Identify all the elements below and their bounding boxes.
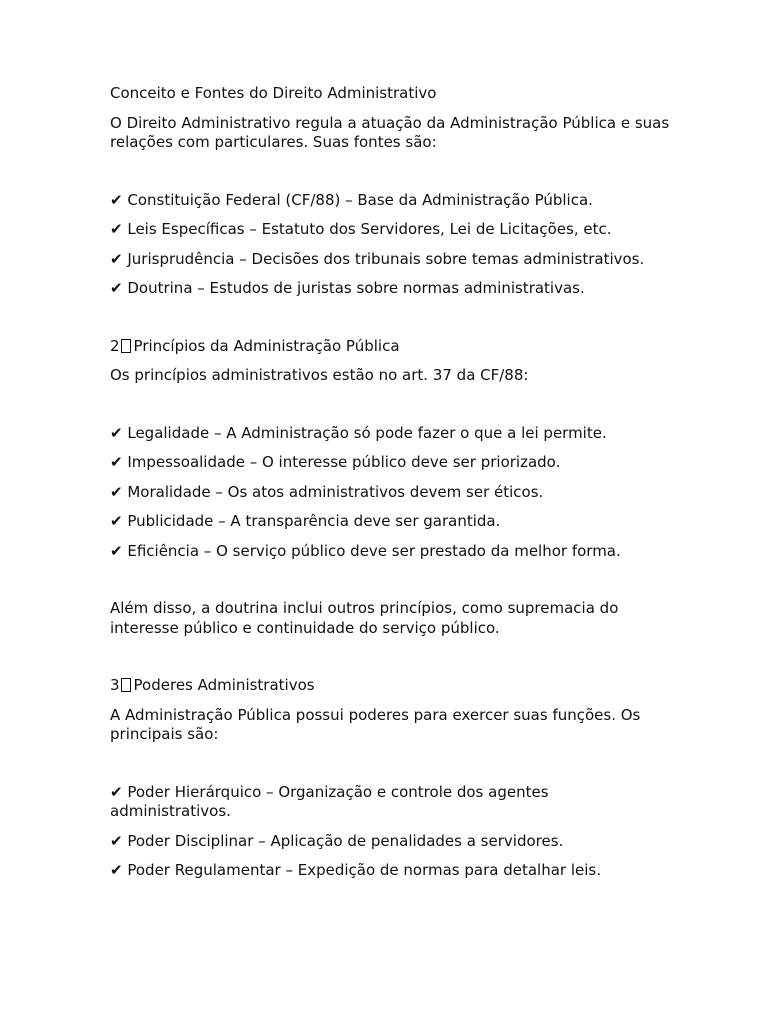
section1-title: Conceito e Fontes do Direito Administrativo bbox=[110, 84, 437, 102]
checkmark-icon: ✔ bbox=[110, 831, 123, 850]
list-item bbox=[110, 483, 670, 503]
section2-title bbox=[110, 337, 670, 357]
section2-list bbox=[110, 424, 670, 562]
list-item-text: Eficiência – O serviço público deve ser prestado da melhor forma. bbox=[127, 541, 621, 560]
checkmark-icon: ✔ bbox=[110, 512, 123, 530]
section2-intro: Os princípios administrativos estão no art. 37 da CF/88: bbox=[110, 366, 529, 384]
list-item-text: Leis Específicas – Estatuto dos Servidores, Lei de Licitações, etc. bbox=[127, 220, 612, 238]
checkmark-icon: ✔ bbox=[110, 249, 123, 268]
list-item bbox=[110, 279, 670, 299]
list-item bbox=[110, 512, 670, 532]
list-item bbox=[110, 191, 670, 211]
list-item bbox=[110, 453, 670, 473]
checkmark-icon: ✔ bbox=[110, 453, 123, 471]
list-item-text: Moralidade – Os atos administrativos devem ser éticos. bbox=[127, 482, 544, 501]
list-item-text: Poder Disciplinar – Aplicação de penalidades a servidores. bbox=[127, 831, 564, 850]
checkmark-icon: ✔ bbox=[110, 861, 123, 879]
section2-closing: Além disso, a doutrina inclui outros princípios, como supremacia do interesse público e continuidade do serviço público. bbox=[110, 599, 619, 637]
checkmark-icon: ✔ bbox=[110, 279, 123, 297]
section3-title bbox=[110, 676, 670, 696]
section1-list bbox=[110, 191, 670, 299]
section3-list bbox=[110, 783, 670, 881]
list-item bbox=[110, 250, 670, 270]
section2-number: 2 bbox=[110, 336, 120, 355]
missing-glyph-icon bbox=[121, 339, 131, 353]
list-item bbox=[110, 220, 670, 240]
list-item-text: Legalidade – A Administração só pode fazer o que a lei permite. bbox=[127, 423, 607, 442]
section3-number: 3 bbox=[110, 676, 120, 694]
list-item-text: Publicidade – A transparência deve ser garantida. bbox=[127, 512, 501, 530]
list-item-text: Jurisprudência – Decisões dos tribunais sobre temas administrativos. bbox=[127, 249, 645, 268]
list-item bbox=[110, 542, 670, 562]
checkmark-icon: ✔ bbox=[110, 190, 123, 209]
section3-title-text: Poderes Administrativos bbox=[133, 676, 315, 694]
section3-intro: A Administração Pública possui poderes para exercer suas funções. Os principais são: bbox=[110, 705, 641, 743]
list-item bbox=[110, 424, 670, 444]
section1-intro: O Direito Administrativo regula a atuação da Administração Pública e suas relações com particulares. Suas fontes são: bbox=[110, 113, 670, 151]
list-item-text: Constituição Federal (CF/88) – Base da Administração Pública. bbox=[127, 190, 593, 209]
checkmark-icon: ✔ bbox=[110, 423, 123, 442]
document-page bbox=[110, 84, 670, 881]
list-item-text: Poder Regulamentar – Expedição de normas para detalhar leis. bbox=[127, 861, 602, 879]
list-item-text: Poder Hierárquico – Organização e controle dos agentes administrativos. bbox=[110, 782, 549, 820]
list-item bbox=[110, 783, 670, 822]
checkmark-icon: ✔ bbox=[110, 782, 123, 801]
list-item bbox=[110, 861, 670, 881]
checkmark-icon: ✔ bbox=[110, 482, 123, 501]
list-item-text: Impessoalidade – O interesse público deve ser priorizado. bbox=[127, 453, 561, 471]
missing-glyph-icon bbox=[121, 678, 131, 692]
section2-title-text: Princípios da Administração Pública bbox=[133, 336, 400, 355]
checkmark-icon: ✔ bbox=[110, 220, 123, 238]
list-item bbox=[110, 832, 670, 852]
checkmark-icon: ✔ bbox=[110, 541, 123, 560]
list-item-text: Doutrina – Estudos de juristas sobre normas administrativas. bbox=[127, 279, 585, 297]
